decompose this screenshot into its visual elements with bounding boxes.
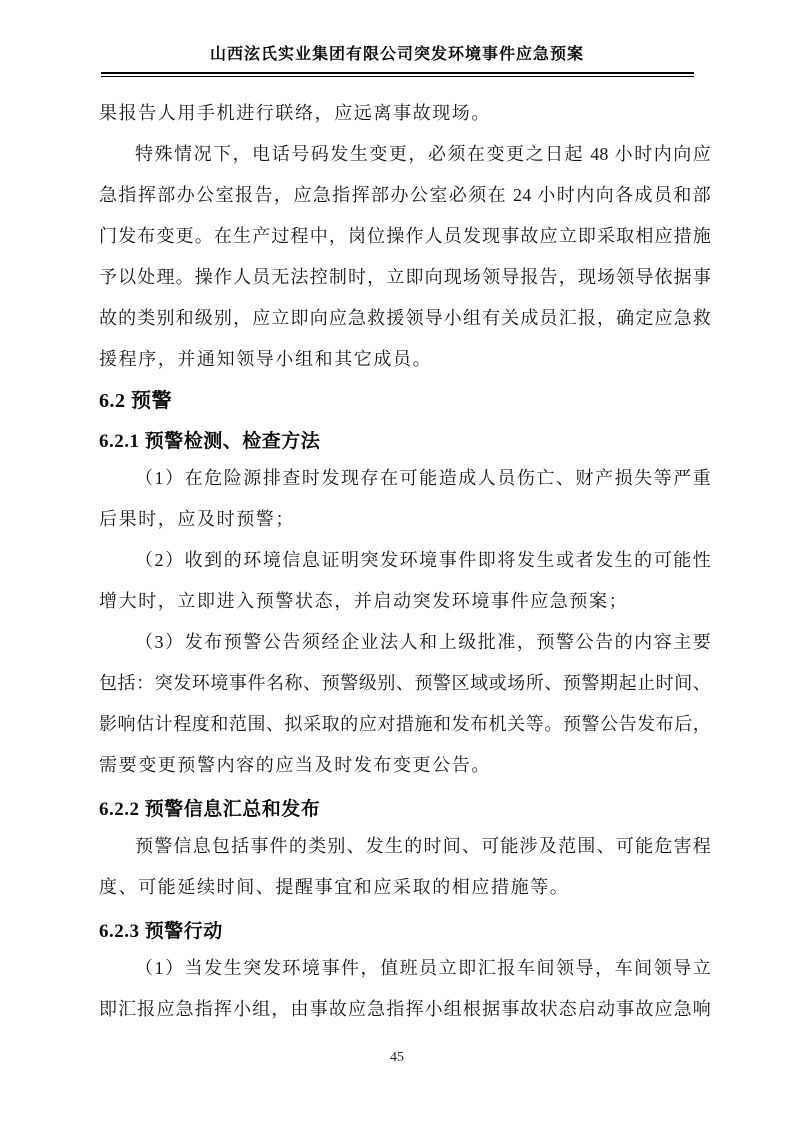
body-line: 预警信息包括事件的类别、发生的时间、可能涉及范围、可能危害程 [135,836,711,856]
body-line: 援程序，并通知领导小组和其它成员。 [99,349,433,369]
body-line: 增大时，立即进入预警状态，并启动突发环境事件应急预案； [99,591,629,611]
body-line: （2）收到的环境信息证明突发环境事件即将发生或者发生的可能性 [135,550,711,570]
page-footer [0,1048,794,1068]
section-heading: 6.2.3 预警行动 [99,921,223,942]
body-line: 果报告人用手机进行联络，应远离事故现场。 [99,103,491,123]
body-line: 度、可能延续时间、提醒事宜和应采取的相应措施等。 [99,877,570,897]
document-body [99,93,711,1030]
body-line: 包括：突发环境事件名称、预警级别、预警区域或场所、预警期起止时间、 [99,673,711,693]
header-double-rule [101,72,694,77]
page-number: 45 [390,1050,404,1065]
page-header [0,0,794,77]
body-line: 故的类别和级别，应立即向应急救援领导小组有关成员汇报，确定应急救 [99,308,711,328]
section-heading: 6.2 预警 [99,390,172,412]
body-line: 门发布变更。在生产过程中，岗位操作人员发现事故应立即采取相应措施 [99,226,711,246]
body-line: 予以处理。操作人员无法控制时，立即向现场领导报告，现场领导依据事 [99,267,711,287]
body-line: （1）在危险源排查时发现存在可能造成人员伤亡、财产损失等严重 [135,468,711,488]
body-line: 特殊情况下，电话号码发生变更，必须在变更之日起 48 小时内向应 [135,144,711,164]
section-heading: 6.2.1 预警检测、检查方法 [99,431,321,452]
body-line: 后果时，应及时预警； [99,509,295,529]
body-line: 即汇报应急指挥小组，由事故应急指挥小组根据事故状态启动事故应急响 [99,999,711,1019]
body-line: （1）当发生突发环境事件，值班员立即汇报车间领导，车间领导立 [135,958,711,978]
section-heading: 6.2.2 预警信息汇总和发布 [99,799,321,820]
body-line: （3）发布预警公告须经企业法人和上级批准，预警公告的内容主要 [135,632,711,652]
header-title: 山西泫氏实业集团有限公司突发环境事件应急预案 [209,46,584,63]
body-line: 急指挥部办公室报告，应急指挥部办公室必须在 24 小时内向各成员和部 [99,185,711,205]
body-line: 影响估计程度和范围、拟采取的应对措施和发布机关等。预警公告发布后， [99,714,711,734]
body-line: 需要变更预警内容的应当及时发布变更公告。 [99,755,491,775]
